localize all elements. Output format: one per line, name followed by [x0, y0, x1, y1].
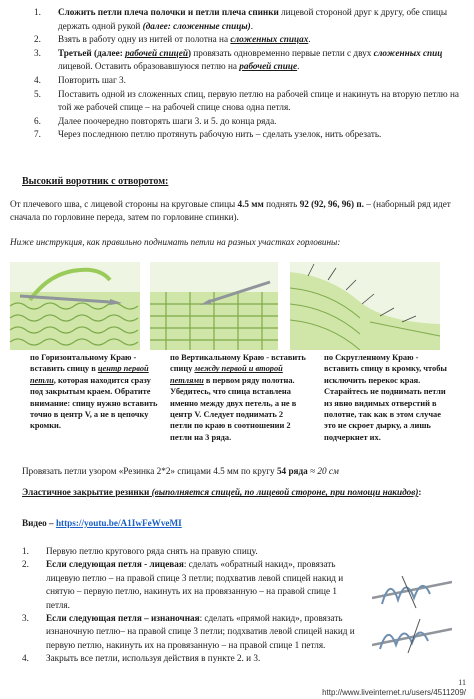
caption-text: по Скругленному Краю - вставить спицу в кромку, чтобы исключить перекос края.: [324, 353, 447, 385]
text: Далее поочередно повторять шаги 3. и 5. до конца ряда.: [58, 115, 277, 126]
bold-text: Сложить петли плеча полочки и петли плеча спинки: [58, 7, 279, 17]
list-number: 3.: [34, 47, 41, 58]
purl-stitch-illustration: [372, 615, 452, 655]
video-link[interactable]: https://youtu.be/A1IwFeWveMI: [55, 518, 182, 528]
bindoff-heading: [22, 486, 462, 499]
list-item: [34, 6, 466, 33]
bold-text: 92 (92, 96, 96) п.: [299, 199, 364, 209]
needle-purl-image: [372, 615, 452, 655]
text: : сделать «прямой накид», провязать изнаночную петлю– на правой спице 3 петли; подхватив левой спицей накид и первую петлю, накинуть их на провязанную – на правой спице 1 петля.: [46, 613, 355, 650]
rounded-edge-illustration: [290, 262, 440, 350]
video-line: [22, 517, 474, 530]
text: Поставить одной из сложенных спиц, первую петлю на рабочей спице и накинуть на вторую петлю на той же рабочей спице – на рабочей спице снова одна петля.: [58, 88, 459, 113]
text: провязать одновременно первые петли с двух: [191, 47, 374, 58]
caption-text: , которая находится сразу под закрытым краем. Обратите внимание: спицу нужно вставить точно в центр V, а не в цепочку кромки.: [30, 375, 158, 431]
text: Закрыть все петли, используя действия в пункте 2. и 3.: [46, 653, 261, 664]
list-number: 4.: [34, 74, 41, 85]
caption-text: Старайтесь не поднимать петли из явно видимых отверстий в полотне, так как в этом случае это не скроет дырку, а лишь подчеркнет их.: [324, 387, 446, 442]
text: .: [297, 61, 300, 72]
list-number: 6.: [34, 115, 41, 126]
list-item: [22, 558, 362, 612]
caption-text: по Вертикальному Краю - вставить спицу: [170, 353, 306, 374]
caption-text: в первом ряду полотна. Убедитесь, что спица вставлена именно между двух петель, а не в центр V. Следует поднимать 2 петли по краю в соотношении 2 петли на 3 ряда.: [170, 375, 297, 442]
list-number: 2.: [22, 559, 29, 570]
shoulder-join-steps: [34, 6, 466, 142]
list-number: 5.: [34, 88, 41, 99]
bold-text: ): [187, 47, 192, 58]
text: Повторить шаг 3.: [58, 74, 126, 85]
bold-text: Если следующая петля - лицевая: [46, 559, 184, 570]
watermark-url: http://www.liveinternet.ru/users/4511209/: [322, 688, 466, 697]
text: Провязать петли узором «Резинка 2*2» спицами 4.5 мм по кругу: [22, 466, 277, 476]
list-number: 4.: [22, 653, 29, 664]
text: .: [250, 20, 254, 31]
bold-text: 4.5 мм: [237, 199, 264, 209]
list-item: [22, 612, 362, 652]
text: : сделать «обратный накид», провязать лицевую петлю – на правой спице 3 петли; подхватив левой спицей накид и снятую – первую петлю, накинуть их на провязанную – на правой спице 1 петля.: [46, 559, 344, 610]
needle-knit-image: [372, 570, 452, 610]
italic-text: 20 см: [317, 466, 339, 476]
list-number: 2.: [34, 34, 41, 45]
caption-horizontal-edge: [30, 352, 162, 432]
bold-italic-text: рабочей спицей: [125, 47, 188, 58]
bold-italic-text: сложенных спицах: [230, 34, 309, 45]
text: Через последнюю петлю протянуть рабочую нить – сделать узелок, нить обрезать.: [58, 129, 382, 140]
text: :: [418, 487, 422, 497]
list-item: [22, 652, 362, 665]
text: ≈: [307, 466, 318, 476]
bold-italic-text: (выполняется спицей, по лицевой стороне, при помощи накидов): [149, 487, 419, 497]
horizontal-edge-illustration: [10, 262, 140, 350]
text: – (наборный ряд идет сначала по горловине переда, затем по горловине спинки).: [10, 199, 451, 223]
knit-vertical-image: [150, 262, 278, 350]
list-item: [34, 115, 466, 129]
caption-emphasis: между первой и второй петлями: [170, 364, 283, 385]
list-number: 7.: [34, 129, 41, 140]
collar-pickup-paragraph: [10, 198, 462, 225]
list-item: [34, 88, 466, 115]
italic-text: Ниже инструкция, как правильно поднимать петли на разных участках горловины:: [10, 237, 341, 247]
bold-italic-text: рабочей спице: [239, 61, 298, 72]
rib-instruction: [22, 465, 474, 478]
caption-rounded-edge: [324, 352, 454, 443]
knit-rounded-image: [290, 262, 440, 350]
text: поднять: [263, 199, 300, 209]
knit-stitch-illustration: [372, 570, 452, 610]
pickup-intro: [10, 236, 462, 249]
bold-italic-text: сложенных спиц: [373, 47, 443, 58]
text: Первую петлю кругового ряда снять на правую спицу.: [46, 546, 258, 556]
caption-text: по Горизонтальному Краю - вставить спицу в: [30, 353, 137, 374]
list-item: [34, 74, 466, 88]
list-item: [34, 33, 466, 47]
text: Взять в работу одну из нитей от полотна на: [58, 34, 231, 45]
knit-horizontal-image: [10, 262, 140, 350]
list-item: [34, 128, 466, 142]
page-number: 11: [458, 678, 466, 687]
list-item: [22, 545, 362, 558]
bold-text: Третьей (далее:: [58, 47, 126, 58]
list-number: 1.: [22, 546, 29, 556]
bold-text: Эластичное закрытие резинки: [22, 487, 150, 497]
caption-vertical-edge: [170, 352, 306, 443]
video-label: Видео –: [22, 518, 56, 528]
collar-heading: Высокий воротник с отворотом:: [22, 176, 169, 187]
text: лицевой стороной друг к другу, обе спицы держать одной рукой: [58, 7, 448, 31]
bold-text: 54 ряда: [276, 466, 308, 476]
bold-text: Если следующая петля – изнаночная: [46, 613, 200, 624]
list-number: 3.: [22, 613, 29, 624]
bindoff-steps: [22, 545, 362, 666]
caption-emphasis: центр первой петли: [30, 364, 149, 385]
list-item: [34, 47, 466, 74]
list-number: 1.: [34, 7, 41, 17]
text: От плечевого шва, с лицевой стороны на круговые спицы: [10, 199, 238, 209]
bold-italic-text: (далее: сложенные спицы): [142, 20, 251, 31]
text: лицевой. Оставить образовавшуюся петлю на: [58, 61, 240, 72]
text: .: [308, 34, 311, 45]
vertical-edge-illustration: [150, 262, 278, 350]
